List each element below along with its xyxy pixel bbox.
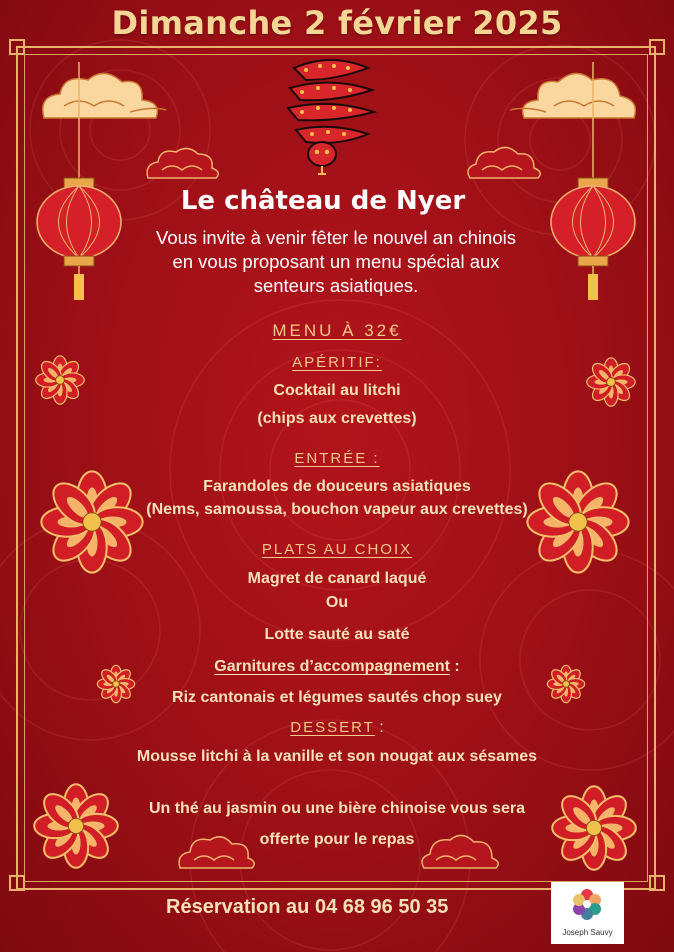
menu-item: Mousse litchi à la vanille et son nougat aux sésames <box>136 748 538 765</box>
dessert-heading: DESSERT <box>290 719 375 736</box>
garnitures-heading: Garnitures d’accompagnement <box>214 658 450 675</box>
invitation-text <box>104 226 568 298</box>
invitation-line: en vous proposant un menu spécial aux <box>172 251 500 272</box>
venue-name: Le château de Nyer <box>180 186 466 216</box>
menu-title: MENU À 32€ <box>272 321 402 340</box>
offer-line: Un thé au jasmin ou une bière chinoise vous sera <box>148 800 526 817</box>
offer-line: offerte pour le repas <box>259 831 415 848</box>
invitation-line: senteurs asiatiques. <box>253 275 419 296</box>
dessert-heading-line <box>0 719 674 737</box>
flower-icon <box>34 784 118 868</box>
menu-item: Riz cantonais et légumes sautés chop suey <box>172 689 502 706</box>
logo-text: Joseph Sauvy <box>562 928 613 937</box>
aperitif-heading: APÉRITIF: <box>292 354 382 371</box>
menu-item: Magret de canard laqué <box>247 570 427 587</box>
garnitures-heading-line <box>0 658 674 676</box>
logo-icon <box>551 882 624 928</box>
menu-item: (Nems, samoussa, bouchon vapeur aux crevettes) <box>146 501 528 518</box>
menu-item: Lotte sauté au saté <box>264 626 410 643</box>
dessert-colon: : <box>374 719 384 736</box>
reservation-phone: Réservation au 04 68 96 50 35 <box>166 896 449 918</box>
entree-heading: ENTRÉE : <box>294 450 380 467</box>
event-date: Dimanche 2 février 2025 <box>111 4 563 42</box>
garnitures-colon: : <box>449 658 460 675</box>
plats-heading: PLATS AU CHOIX <box>261 541 413 558</box>
menu-item-or: Ou <box>325 594 349 611</box>
partner-logo <box>551 882 624 944</box>
flower-icon <box>552 786 636 870</box>
menu-item: (chips aux crevettes) <box>257 410 417 427</box>
invitation-line: Vous invite à venir fêter le nouvel an chinois <box>156 227 516 248</box>
menu-item: Farandoles de douceurs asiatiques <box>203 478 471 495</box>
menu-item: Cocktail au litchi <box>273 382 401 399</box>
